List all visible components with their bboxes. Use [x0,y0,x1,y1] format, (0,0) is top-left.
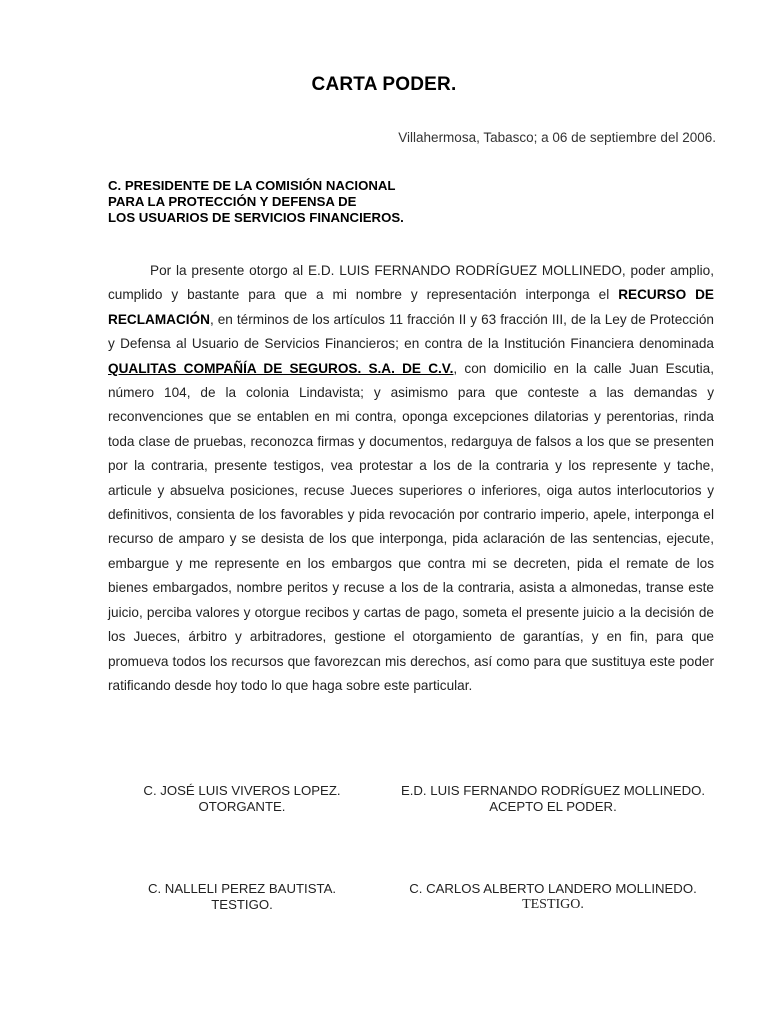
signature-role: TESTIGO. [211,897,273,912]
addressee-line: LOS USUARIOS DE SERVICIOS FINANCIEROS. [108,210,404,225]
body-paragraph [108,259,714,698]
place-date: Villahermosa, Tabasco; a 06 de septiembre del 2006. [398,130,716,145]
addressee-line: C. PRESIDENTE DE LA COMISIÓN NACIONAL [108,178,396,193]
body-text-part-2: , en términos de los artículos 11 fracción II y 63 fracción III, de la Ley de Protección y Defensa al Usuario de Servicios Financieros; en contra de la Institución Financiera denominada [108,311,714,352]
recurso-reclamacion: RECURSO DE RECLAMACIÓN [108,287,714,327]
signature-role: TESTIGO. [522,897,584,912]
signature-name: C. NALLELI PEREZ BAUTISTA. [147,881,337,896]
body-text-part-3: , con domicilio en la calle Juan Escutia, número 104, de la colonia Lindavista; y asimismo para que conteste a las demandas y reconvenciones que se entablen en mi contra, oponga excepciones dilatorias y perentorias, rinda toda clase de pruebas, reconozca firmas y documentos, redarguya de falsos a los que se presenten por la contraria, presente testigos, vea protestar a los de la contraria y los represente y tache, articule y absuelva posiciones, recuse Jueces superiores o inferiores, oiga autos interlocutorios y definitivos, consienta de los favorables y pida revocación por contrario imperio, apele, interponga el recurso de amparo y se desista de los que interponga, pida aclaración de las sentencias, ejecute, embargue y me represente en los embargos que contra mi se decreten, pida el remate de los bienes embargados, nombre peritos y recuse a los de la contraria, asista a almonedas, transe este juicio, perciba valores y otorgue recibos y cartas de pago, someta el presente juicio a la decisión de los Jueces, árbitro y arbitradores, gestione el otorgamiento de garantías, y en fin, para que promueva todos los recursos que favorezcan mis derechos, así como para que sustituya este poder ratificando desde hoy todo lo que haga sobre este particular. [108,360,714,693]
signature-apoderado [388,783,718,815]
addressee-block [108,178,404,226]
company-name: QUALITAS COMPAÑÍA DE SEGUROS. S.A. DE C.V. [108,360,454,376]
signature-name: E.D. LUIS FERNANDO RODRÍGUEZ MOLLINEDO. [400,783,706,798]
signature-testigo-1 [108,881,376,913]
signature-otorgante [108,783,376,815]
addressee-line: PARA LA PROTECCIÓN Y DEFENSA DE [108,194,357,209]
signature-name: C. JOSÉ LUIS VIVEROS LOPEZ. [143,783,341,798]
signature-name: C. CARLOS ALBERTO LANDERO MOLLINEDO. [409,881,697,896]
body-text-part-1: Por la presente otorgo al E.D. LUIS FERNANDO RODRÍGUEZ MOLLINEDO, poder amplio, cumplido y bastante para que a mi nombre y representación interponga el [108,263,714,303]
signature-role: OTORGANTE. [198,799,286,814]
document-title: CARTA PODER. [311,74,457,95]
signature-testigo-2 [388,881,718,913]
signature-role: ACEPTO EL PODER. [489,799,617,814]
